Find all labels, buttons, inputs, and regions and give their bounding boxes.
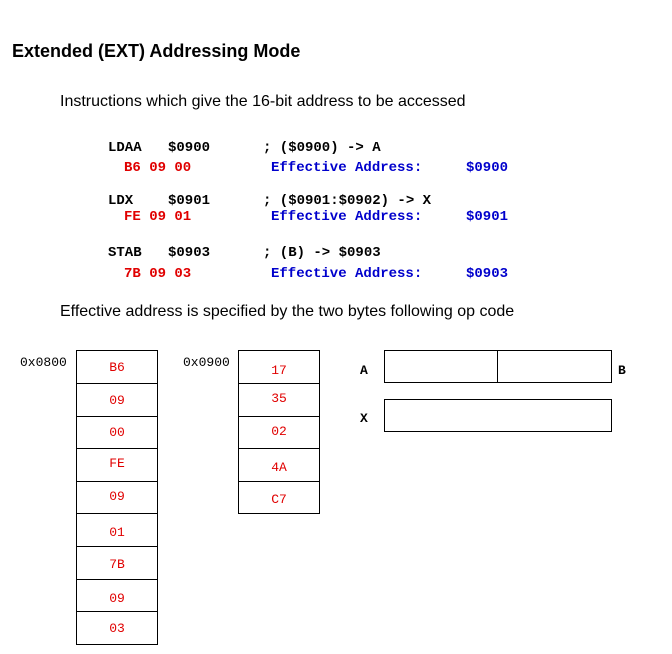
memory1-cell: B6 (77, 351, 157, 384)
instr-mnemonic-ldx: LDX (108, 193, 134, 209)
memory2-cell: 4A (239, 449, 319, 482)
register-d (384, 350, 612, 383)
intro-text: Instructions which give the 16-bit address to be accessed (60, 93, 466, 110)
instr-operand-ldx: $0901 (168, 193, 211, 209)
memory1-cell: 7B (77, 547, 157, 580)
instr-comment-ldaa: ; ($0900) -> A (263, 140, 381, 156)
instr-bytes-ldaa: B6 09 00 (124, 160, 192, 176)
ea-label-stab: Effective Address: (271, 266, 423, 282)
memory2-cell: 17 (239, 351, 319, 384)
memory1-cell: 09 (77, 482, 157, 514)
instr-comment-stab: ; (B) -> $0903 (263, 245, 381, 261)
ea-label-ldaa: Effective Address: (271, 160, 423, 176)
memory2-cell: 35 (239, 384, 319, 417)
instr-comment-ldx: ; ($0901:$0902) -> X (263, 193, 432, 209)
memory1-cell: FE (77, 449, 157, 482)
memory2-address: 0x0900 (183, 355, 230, 370)
register-x-label: X (360, 411, 368, 426)
instr-mnemonic-stab: STAB (108, 245, 142, 261)
instr-operand-ldaa: $0900 (168, 140, 211, 156)
ea-label-ldx: Effective Address: (271, 209, 423, 225)
memory1-block (76, 350, 158, 645)
register-x (384, 399, 612, 432)
memory1-cell: 00 (77, 417, 157, 449)
memory1-cell: 09 (77, 384, 157, 417)
ea-value-ldaa: $0900 (466, 160, 509, 176)
instr-operand-stab: $0903 (168, 245, 211, 261)
ea-value-ldx: $0901 (466, 209, 509, 225)
memory2-block (238, 350, 320, 514)
memory1-cell: 03 (77, 612, 157, 645)
memory1-cell: 09 (77, 580, 157, 612)
memory1-address: 0x0800 (20, 355, 67, 370)
note-text: Effective address is specified by the two bytes following op code (60, 303, 515, 320)
register-divider (497, 351, 498, 382)
memory1-cell: 01 (77, 514, 157, 547)
instr-mnemonic-ldaa: LDAA (108, 140, 142, 156)
memory2-cell: 02 (239, 417, 319, 449)
instr-bytes-stab: 7B 09 03 (124, 266, 192, 282)
register-a-label: A (360, 363, 368, 378)
ea-value-stab: $0903 (466, 266, 509, 282)
memory2-cell: C7 (239, 482, 319, 514)
register-b-label: B (618, 363, 626, 378)
instr-bytes-ldx: FE 09 01 (124, 209, 192, 225)
page-title: Extended (EXT) Addressing Mode (12, 41, 301, 61)
